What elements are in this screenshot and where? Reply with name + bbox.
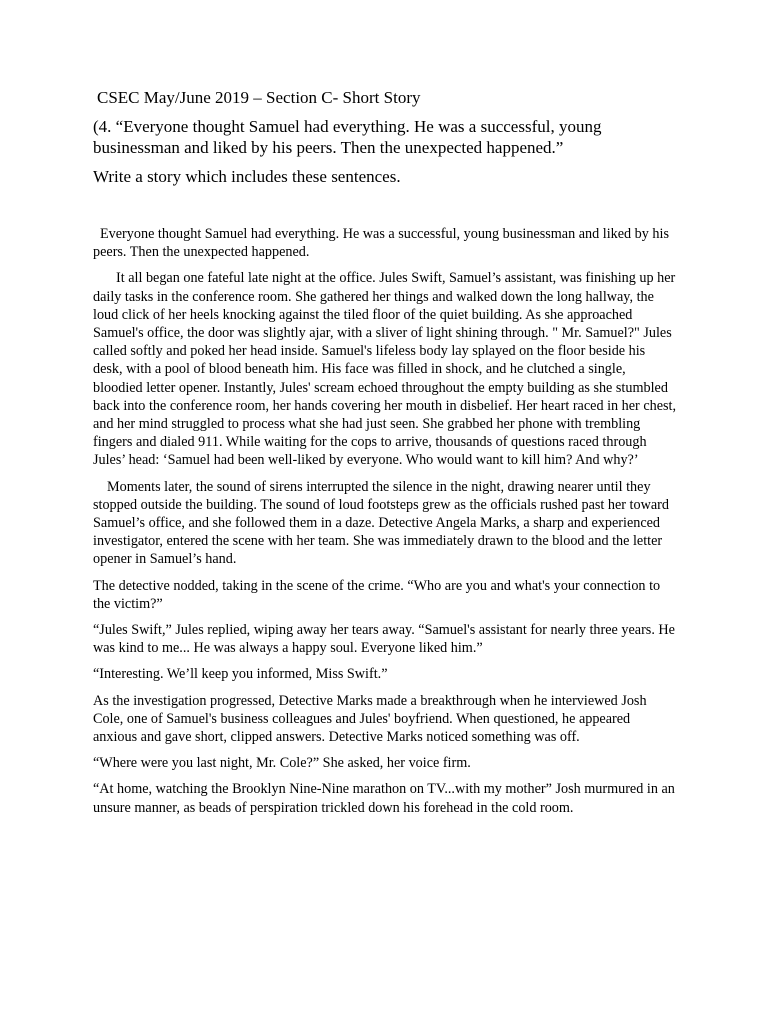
story-paragraph: “At home, watching the Brooklyn Nine-Nine marathon on TV...with my mother” Josh murmured in an unsure manner, as beads of perspiration trickled down his forehead in the cold room. (93, 781, 675, 816)
story-body (93, 225, 677, 817)
story-paragraph: “Where were you last night, Mr. Cole?” She asked, her voice firm. (93, 755, 471, 772)
story-paragraph: The detective nodded, taking in the scene of the crime. “Who are you and what's your connection to the victim?” (93, 577, 661, 612)
story-paragraph: Moments later, the sound of sirens interrupted the silence in the night, drawing nearer until they stopped outside the building. The sound of loud footsteps grew as the officials rushed past her toward Samuel’s office, and she followed them in a daze. Detective Angela Marks, a sharp and experienced investigator, entered the scene with her team. She was immediately drawn to the blood and the letter opener in Samuel’s hand. (93, 478, 669, 568)
story-paragraph: Everyone thought Samuel had everything. He was a successful, young businessman and liked by his peers. Then the unexpected happened. (93, 226, 669, 261)
story-paragraph: As the investigation progressed, Detective Marks made a breakthrough when he interviewed Josh Cole, one of Samuel's business colleagues and Jules' boyfriend. When questioned, he appeared anxious and gave short, clipped answers. Detective Marks noticed something was off. (93, 692, 647, 746)
document-page (93, 87, 677, 825)
document-title: CSEC May/June 2019 – Section C- Short Story (97, 88, 421, 107)
story-paragraph: “Interesting. We’ll keep you informed, Miss Swift.” (93, 666, 388, 683)
story-paragraph: It all began one fateful late night at the office. Jules Swift, Samuel’s assistant, was finishing up her daily tasks in the conference room. She gathered her things and walked down the long hallway, the loud click of her heels knocking against the tiled floor of the quiet building. As she approached Samuel's office, the door was slightly ajar, with a sliver of light shining through. " Mr. Samuel?" Jules called softly and poked her head inside. Samuel's lifeless body lay splayed on the floor beside his desk, with a pool of blood beneath him. His face was filled in shock, and he clutched a single, bloodied letter opener. Instantly, Jules' scream echoed throughout the empty building as she stumbled back into the conference room, her hands covering her mouth in disbelief. Her heart raced in her chest, and her mind struggled to process what she had just seen. She grabbed her phone with trembling fingers and dialed 911. While waiting for the cops to arrive, thousands of questions raced through Jules’ head: ‘Samuel had been well-liked by everyone. Who would want to kill him? And why?’ (93, 270, 677, 469)
story-paragraph: “Jules Swift,” Jules replied, wiping away her tears away. “Samuel's assistant for nearly three years. He was kind to me... He was always a happy soul. Everyone liked him.” (93, 622, 675, 657)
story-prompt: (4. “Everyone thought Samuel had everything. He was a successful, young businessman and liked by his peers. Then the unexpected happened.” (93, 117, 602, 157)
story-instruction: Write a story which includes these sentences. (93, 167, 401, 186)
